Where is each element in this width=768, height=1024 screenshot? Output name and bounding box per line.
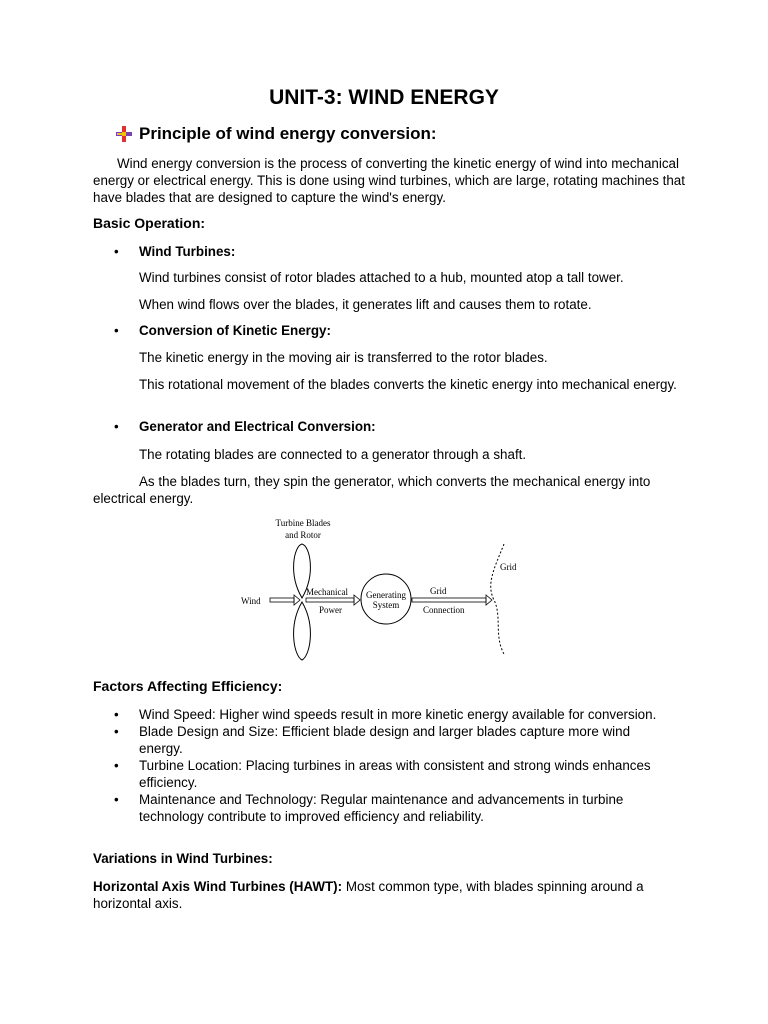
list-item-text: When wind flows over the blades, it generates lift and causes them to rotate. [139,297,592,312]
grid-arrow-shaft [412,598,486,602]
bullet-dot-icon: • [114,758,119,773]
turbine-blade-bottom [294,602,311,660]
grid-right-label: Grid [500,562,517,572]
basic-operation-heading: Basic Operation: [93,215,206,231]
four-point-star-bullet-icon [115,125,133,143]
list-item-text: This rotational movement of the blades converts the kinetic energy into mechanical energy. [139,377,677,392]
list-item: • Maintenance and Technology: Regular maintenance and advancements in turbine technology contribute to improved efficiency and reliability. [114,792,624,824]
section-heading [115,124,437,144]
mechanical-label-line2: Power [319,605,342,615]
bullet-dot-icon: • [114,707,119,722]
variations-heading: Variations in Wind Turbines: [93,851,273,866]
wind-conversion-diagram [236,514,526,664]
list-item-text: The kinetic energy in the moving air is transferred to the rotor blades. [139,350,548,365]
bullet-dot-icon: • [114,244,119,259]
list-item-heading: • Conversion of Kinetic Energy: [114,323,331,338]
wind-arrow-shaft [270,598,294,602]
blades-label-line1: Turbine Blades [275,518,331,528]
page-title: UNIT-3: WIND ENERGY [269,86,499,109]
grid-boundary-line [491,544,504,654]
bullet-dot-icon: • [114,323,119,338]
list-item: • Blade Design and Size: Efficient blade design and larger blades capture more wind energy. [114,724,631,756]
wind-arrow-head [294,595,300,605]
grid-label: Grid [430,586,447,596]
list-item-heading: • Generator and Electrical Conversion: [114,419,376,434]
wind-label: Wind [241,596,261,606]
connection-label: Connection [423,605,465,615]
list-item-text: As the blades turn, they spin the generator, which converts the mechanical energy into electrical energy. [93,474,651,506]
generating-label-line2: System [372,600,400,610]
list-item: • Wind Speed: Higher wind speeds result in more kinetic energy available for conversion. [114,707,657,722]
list-item-text: The rotating blades are connected to a generator through a shaft. [139,447,527,462]
grid-arrow-head [486,595,492,605]
bullet-dot-icon: • [114,724,119,739]
factors-list [114,706,674,825]
mechanical-arrow-shaft [306,598,354,602]
hawt-text: Most common type, with blades spinning around a horizontal axis. [93,879,644,911]
section-heading-text: Principle of wind energy conversion: [139,124,437,143]
list-item-heading: • Wind Turbines: [114,244,236,259]
hawt-label: Horizontal Axis Wind Turbines (HAWT): [93,879,343,894]
mechanical-label-line1: Mechanical [306,587,348,597]
mechanical-arrow-head [354,595,360,605]
list-item-text: Wind turbines consist of rotor blades attached to a hub, mounted atop a tall tower. [139,270,624,285]
bullet-dot-icon: • [114,419,119,434]
generating-label-line1: Generating [366,590,406,600]
intro-paragraph: Wind energy conversion is the process of converting the kinetic energy of wind into mechanical energy or electrical energy. This is done using wind turbines, which are large, rotating machines that have blades that are designed to capture the wind's energy. [93,156,685,205]
blades-label-line2: and Rotor [285,530,321,540]
hawt-paragraph [93,878,678,912]
factors-heading: Factors Affecting Efficiency: [93,678,283,694]
list-item: • Turbine Location: Placing turbines in areas with consistent and strong winds enhances efficiency. [114,758,651,790]
bullet-dot-icon: • [114,792,119,807]
